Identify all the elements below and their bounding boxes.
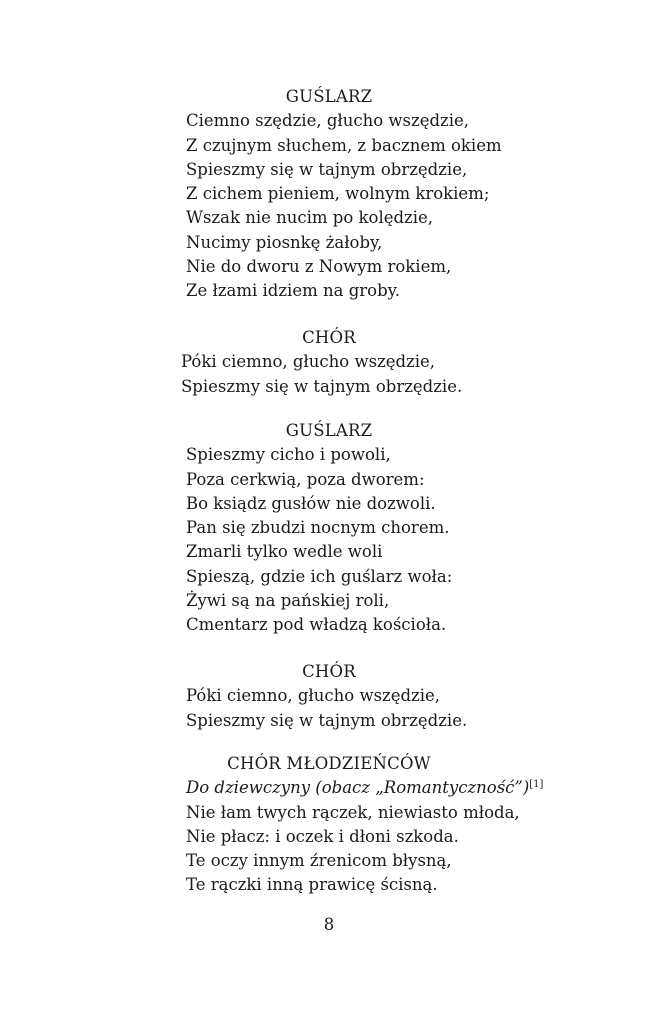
verse-line: Póki ciemno, głucho wszędzie,	[181, 352, 436, 372]
verse-line: Wszak nie nucim po kolędzie,	[186, 208, 434, 228]
verse-line: Nie płacz: i oczek i dłoni szkoda.	[186, 826, 459, 846]
verse-line: Ze łzami idziem na groby.	[186, 281, 401, 301]
page-number: 8	[323, 915, 335, 934]
verse-lines	[0, 443, 658, 637]
speaker-heading: CHÓR	[302, 328, 356, 347]
verse-line: Nucimy piosnkę żałoby,	[186, 232, 383, 252]
verse-line: Spieszą, gdzie ich guślarz woła:	[186, 566, 453, 586]
verse-line: Te oczy innym źrenicom błysną,	[186, 851, 452, 871]
verse-line: Poza cerkwią, poza dworem:	[186, 469, 425, 489]
speaker-heading: GUŚLARZ	[285, 421, 373, 440]
verse-line: Póki ciemno, głucho wszędzie,	[186, 686, 441, 706]
verse-line: Spieszmy się w tajnym obrzędzie.	[181, 376, 463, 396]
verse-line: Nie do dworu z Nowym rokiem,	[186, 257, 452, 277]
verse-line: Te rączki inną prawicę ścisną.	[186, 875, 438, 895]
stage-direction	[186, 776, 658, 800]
verse-line: Cmentarz pod władzą kościoła.	[186, 615, 447, 635]
speaker-heading: CHÓR MŁODZIEŃCÓW	[227, 754, 431, 773]
verse-line: Żywi są na pańskiej roli,	[186, 591, 390, 611]
verse-lines	[0, 684, 658, 733]
verse-line: Zmarli tylko wedle woli	[186, 542, 383, 562]
verse-line: Z czujnym słuchem, z bacznem okiem	[186, 135, 502, 155]
verse-lines	[0, 776, 658, 897]
section-guslarz-2	[0, 419, 658, 638]
speaker-heading: GUŚLARZ	[285, 87, 373, 106]
verse-line: Z cichem pieniem, wolnym krokiem;	[186, 184, 490, 204]
verse-lines	[0, 350, 658, 399]
section-guslarz-1	[0, 85, 658, 304]
stage-direction-text: Do dziewczyny (obacz „Romantyczność”)	[186, 778, 530, 798]
section-chor-2	[0, 660, 658, 733]
verse-line: Spieszmy się w tajnym obrzędzie.	[186, 710, 468, 730]
verse-line: Ciemno szędzie, głucho wszędzie,	[186, 111, 470, 131]
verse-line: Spieszmy cicho i powoli,	[186, 445, 391, 465]
footnote-reference[interactable]: [1]	[529, 779, 544, 791]
verse-line: Nie łam twych rączek, niewiasto młoda,	[186, 802, 520, 822]
verse-line: Spieszmy się w tajnym obrzędzie,	[186, 159, 468, 179]
section-chor-mlodziencow	[0, 752, 658, 898]
verse-line: Bo ksiądz gusłów nie dozwoli.	[186, 493, 436, 513]
verse-line: Pan się zbudzi nocnym chorem.	[186, 518, 450, 538]
speaker-heading: CHÓR	[302, 662, 356, 681]
verse-lines	[0, 109, 658, 303]
section-chor-1	[0, 326, 658, 399]
